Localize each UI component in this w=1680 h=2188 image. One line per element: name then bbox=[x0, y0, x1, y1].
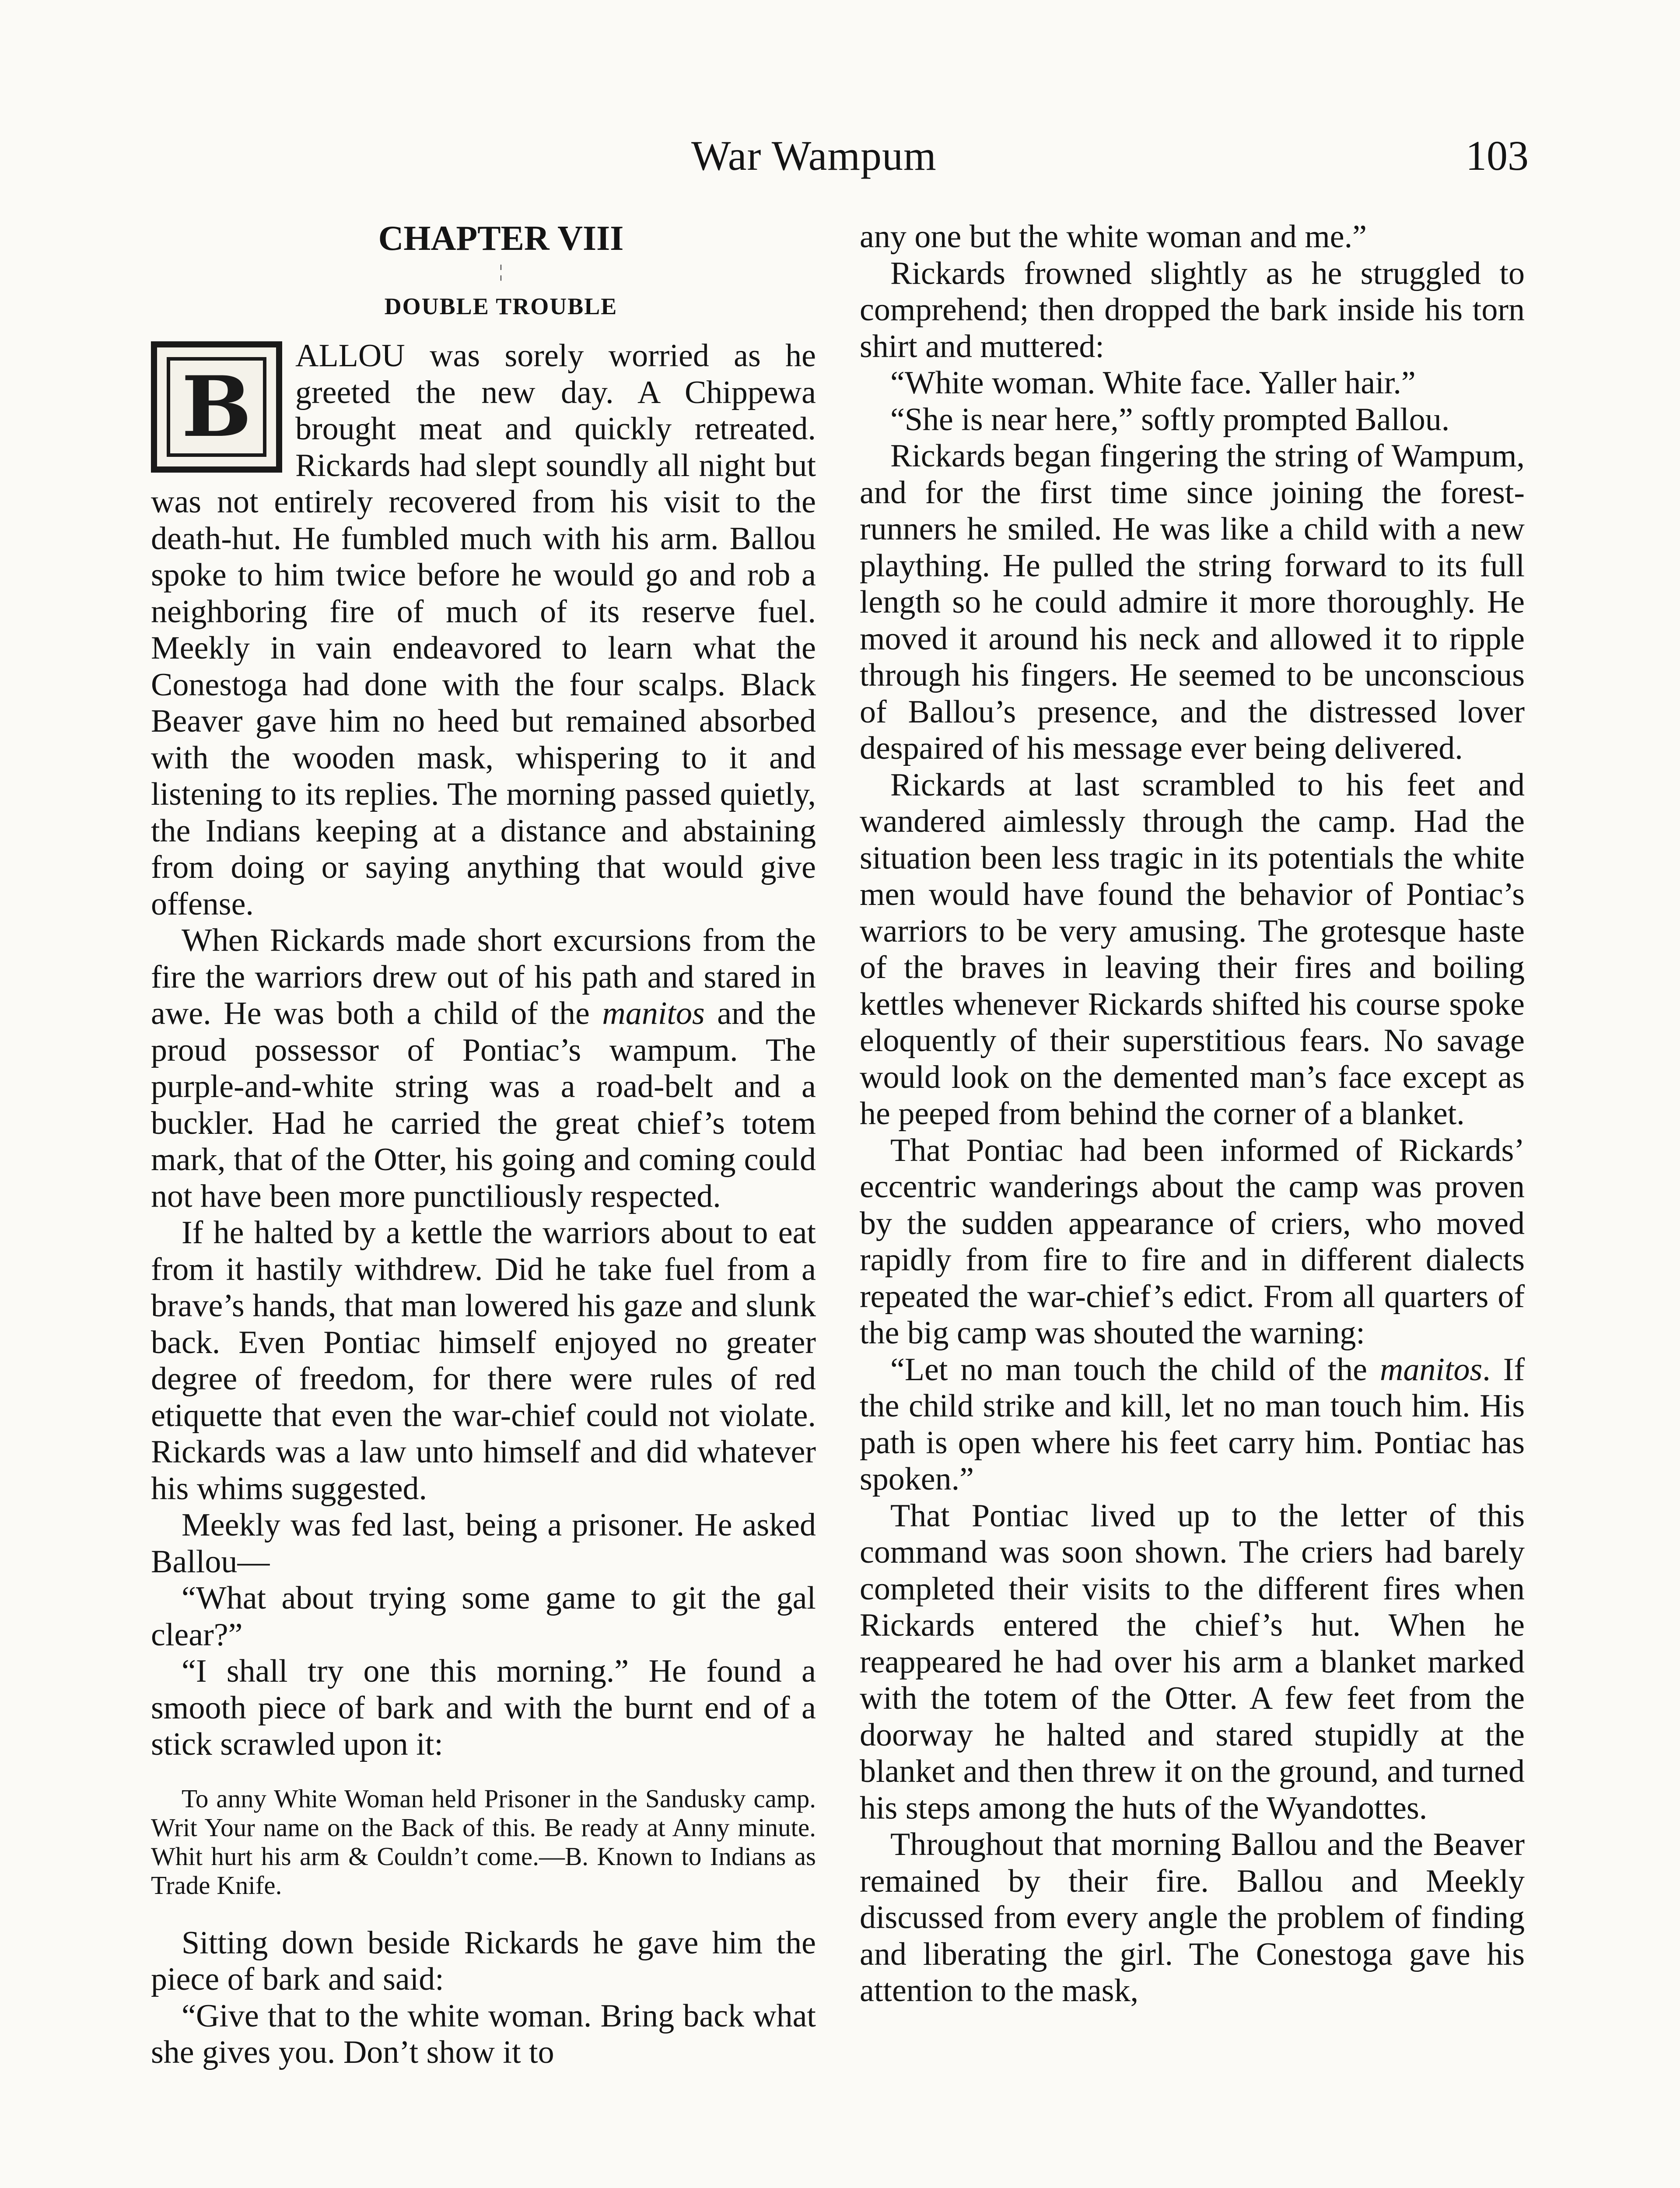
chapter-heading: CHAPTER VIII bbox=[378, 219, 624, 258]
opening-lead-word: ALLOU bbox=[295, 338, 405, 374]
paragraph: “What about trying some game to git the gal clear?” bbox=[151, 1580, 816, 1653]
chapter-ornament: ¦ bbox=[499, 261, 503, 281]
left-column bbox=[151, 219, 816, 2071]
running-title: War Wampum bbox=[691, 132, 937, 179]
paragraph bbox=[860, 1352, 1525, 1498]
paragraph: any one but the white woman and me.” bbox=[860, 219, 1367, 255]
right-column bbox=[860, 219, 1525, 2009]
paragraph: That Pontiac had been informed of Rickards’ eccentric wanderings about the camp was proven by the sudden appearance of criers, who moved rapidly from fire to fire and in different dialects repeated the war-chief’s edict. From all quarters of the big camp was shouted the warning: bbox=[860, 1132, 1525, 1351]
drop-cap-letter: B bbox=[167, 357, 266, 457]
paragraph bbox=[151, 922, 816, 1215]
paragraph: Rickards at last scrambled to his feet and wandered aimlessly through the camp. Had the situation been less tragic in its potentials the white men would have found the behavior of Pontiac’s warriors to be very amusing. The grotesque haste of the braves in leaving their fires and boiling kettles whenever Rickards shifted his course spoke eloquently of their superstitious fears. No savage would look on the demented man’s face except as he peeped from behind the corner of a blanket. bbox=[860, 767, 1525, 1132]
paragraph: Throughout that morning Ballou and the Beaver remained by their fire. Ballou and Meekly discussed from every angle the problem of finding and liberating the girl. The Conestoga gave his attention to the mask, bbox=[860, 1827, 1525, 2009]
italic-term: manitos bbox=[1379, 1351, 1483, 1388]
paragraph-text: When Rickards made short excursions from the fire the warriors drew out of his path and stared in awe. He was both a child of the bbox=[151, 922, 816, 1031]
italic-term: manitos bbox=[602, 996, 705, 1031]
page-number: 103 bbox=[1466, 132, 1529, 179]
paragraph: “White woman. White face. Yaller hair.” bbox=[890, 365, 1416, 401]
paragraph-text: and the proud possessor of Pontiac’s wampum. The purple-and-white string was a road-belt and a buckler. Had he carried the great chief’s totem mark, that of the Otter, his going and coming could not have been more punctiliously respected. bbox=[151, 996, 816, 1214]
chapter-subtitle: DOUBLE TROUBLE bbox=[384, 293, 618, 319]
opening-paragraph bbox=[151, 338, 816, 922]
drop-cap bbox=[151, 341, 282, 473]
opening-text: was sorely worried as he greeted the new day. A Chippewa brought meat and quickly retreated. Rickards had slept soundly all night but was not entirely recovered from his visit to the death-hut. He fumbled much with his arm. Ballou spoke to him twice before he would go and rob a neighboring fire of much of its reserve fuel. Meekly in vain endeavored to learn what the Conestoga had done with the four scalps. Black Beaver gave him no heed but remained absorbed with the wooden mask, whispering to it and listening to its replies. The morning passed quietly, the Indians keeping at a distance and abstaining from doing or saying anything that would give offense. bbox=[151, 338, 816, 922]
paragraph: Meekly was fed last, being a prisoner. He asked Ballou— bbox=[151, 1507, 816, 1580]
paragraph: If he halted by a kettle the warriors about to eat from it hastily withdrew. Did he take fuel from a brave’s hands, that man lowered his gaze and slunk back. Even Pontiac himself enjoyed no greater degree of freedom, for there were rules of red etiquette that even the war-chief could not violate. Rickards was a law unto himself and did whatever his whims suggested. bbox=[151, 1215, 816, 1507]
paragraph: “I shall try one this morning.” He found a smooth piece of bark and with the burnt end of a stick scrawled upon it: bbox=[151, 1653, 816, 1762]
paragraph-text: “Let no man touch the child of the bbox=[890, 1351, 1380, 1388]
paragraph: That Pontiac lived up to the letter of this command was soon shown. The criers had barely completed their visits to the different fires when Rickards entered the chief’s hut. When he reappeared he had over his arm a blanket marked with the totem of the Otter. A few feet from the doorway he halted and stared stupidly at the blanket and then threw it on the ground, and turned his steps among the huts of the Wyandottes. bbox=[860, 1497, 1525, 1826]
paragraph: Rickards frowned slightly as he struggled to comprehend; then dropped the bark inside his torn shirt and muttered: bbox=[860, 255, 1525, 365]
paragraph: “She is near here,” softly prompted Ballou. bbox=[890, 401, 1450, 438]
paragraph: “Give that to the white woman. Bring back what she gives you. Don’t show it to bbox=[151, 1998, 816, 2070]
paragraph-text: . If the child strike and kill, let no man touch him. His path is open where his feet carry him. Pontiac has spoken.” bbox=[860, 1351, 1525, 1497]
bark-note: To anny White Woman held Prisoner in the Sandusky camp. Writ Your name on the Back of this. Be ready at Anny minute. Whit hurt his arm & Couldn’t come.—B. Known to Indians as Trade Knife. bbox=[151, 1784, 816, 1900]
paragraph: Sitting down beside Rickards he gave him the piece of bark and said: bbox=[151, 1925, 816, 1997]
running-head bbox=[0, 131, 1680, 188]
paragraph: Rickards began fingering the string of Wampum, and for the first time since joining the forest-runners he smiled. He was like a child with a new plaything. He pulled the string forward to its full length so he could admire it more thoroughly. He moved it around his neck and allowed it to ripple through his fingers. He seemed to be unconscious of Ballou’s presence, and the distressed lover despaired of his message ever being delivered. bbox=[860, 438, 1525, 766]
